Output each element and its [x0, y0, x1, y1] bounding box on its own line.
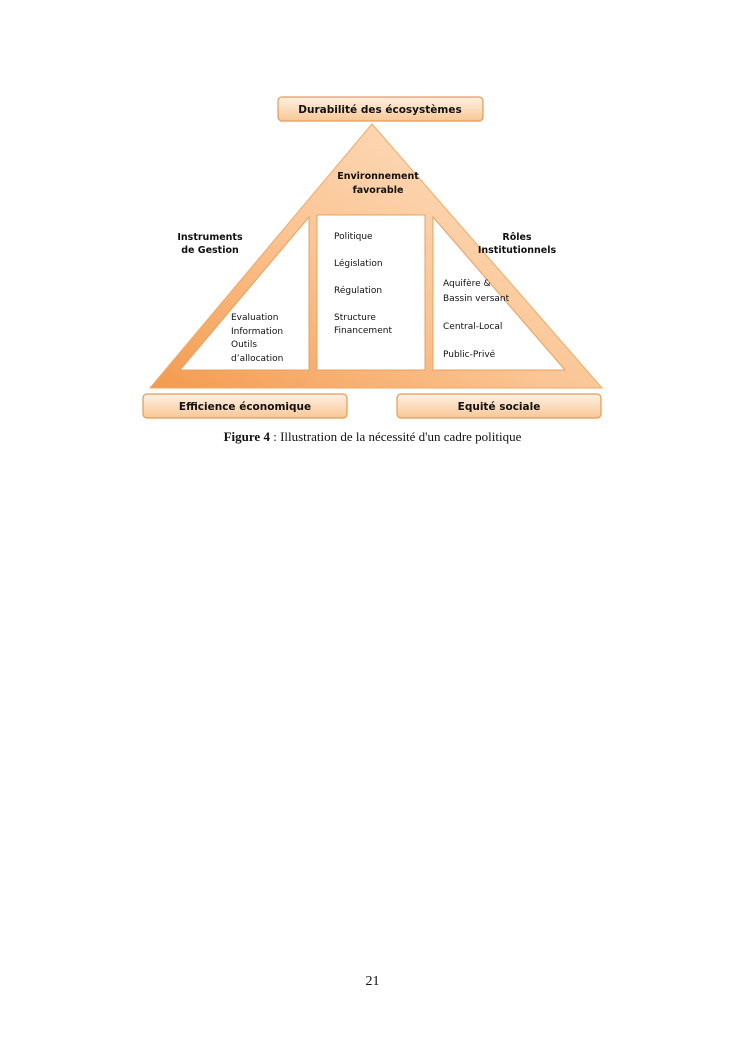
- center-item: Structure: [334, 313, 376, 323]
- right-item: Aquifère &: [443, 279, 491, 289]
- bottom-right-box-label: Equité sociale: [457, 401, 541, 413]
- policy-framework-diagram: [0, 0, 745, 460]
- center-item: Législation: [334, 259, 383, 269]
- bottom-left-box: [143, 394, 347, 418]
- left-item: d’allocation: [231, 354, 284, 364]
- figure-caption-text: : Illustration de la nécessité d'un cadre politique: [269, 429, 522, 444]
- right-label-line1: Rôles: [502, 232, 532, 243]
- left-item: Information: [231, 327, 284, 337]
- left-label-line2: de Gestion: [181, 245, 239, 256]
- right-item: Public-Privé: [443, 350, 496, 360]
- top-box-label: Durabilité des écosystèmes: [298, 104, 462, 116]
- figure-caption: [0, 429, 745, 445]
- bottom-left-box-label: Efficience économique: [178, 401, 312, 413]
- left-item: Evaluation: [231, 313, 279, 323]
- bottom-right-box: [397, 394, 601, 418]
- center-item: Régulation: [334, 286, 383, 296]
- right-item: Bassin versant: [443, 294, 510, 304]
- apex-label-line1: Environnement: [337, 171, 419, 182]
- left-label-line1: Instruments: [177, 232, 243, 243]
- figure-caption-label: Figure 4: [223, 429, 270, 444]
- page-number: 21: [365, 974, 380, 989]
- right-item: Central-Local: [443, 322, 503, 332]
- apex-label-line2: favorable: [352, 185, 404, 196]
- right-label-line2: Institutionnels: [477, 245, 557, 256]
- top-box: [278, 97, 483, 121]
- left-item: Outils: [231, 340, 258, 350]
- center-item: Financement: [334, 326, 392, 336]
- center-item: Politique: [334, 232, 373, 242]
